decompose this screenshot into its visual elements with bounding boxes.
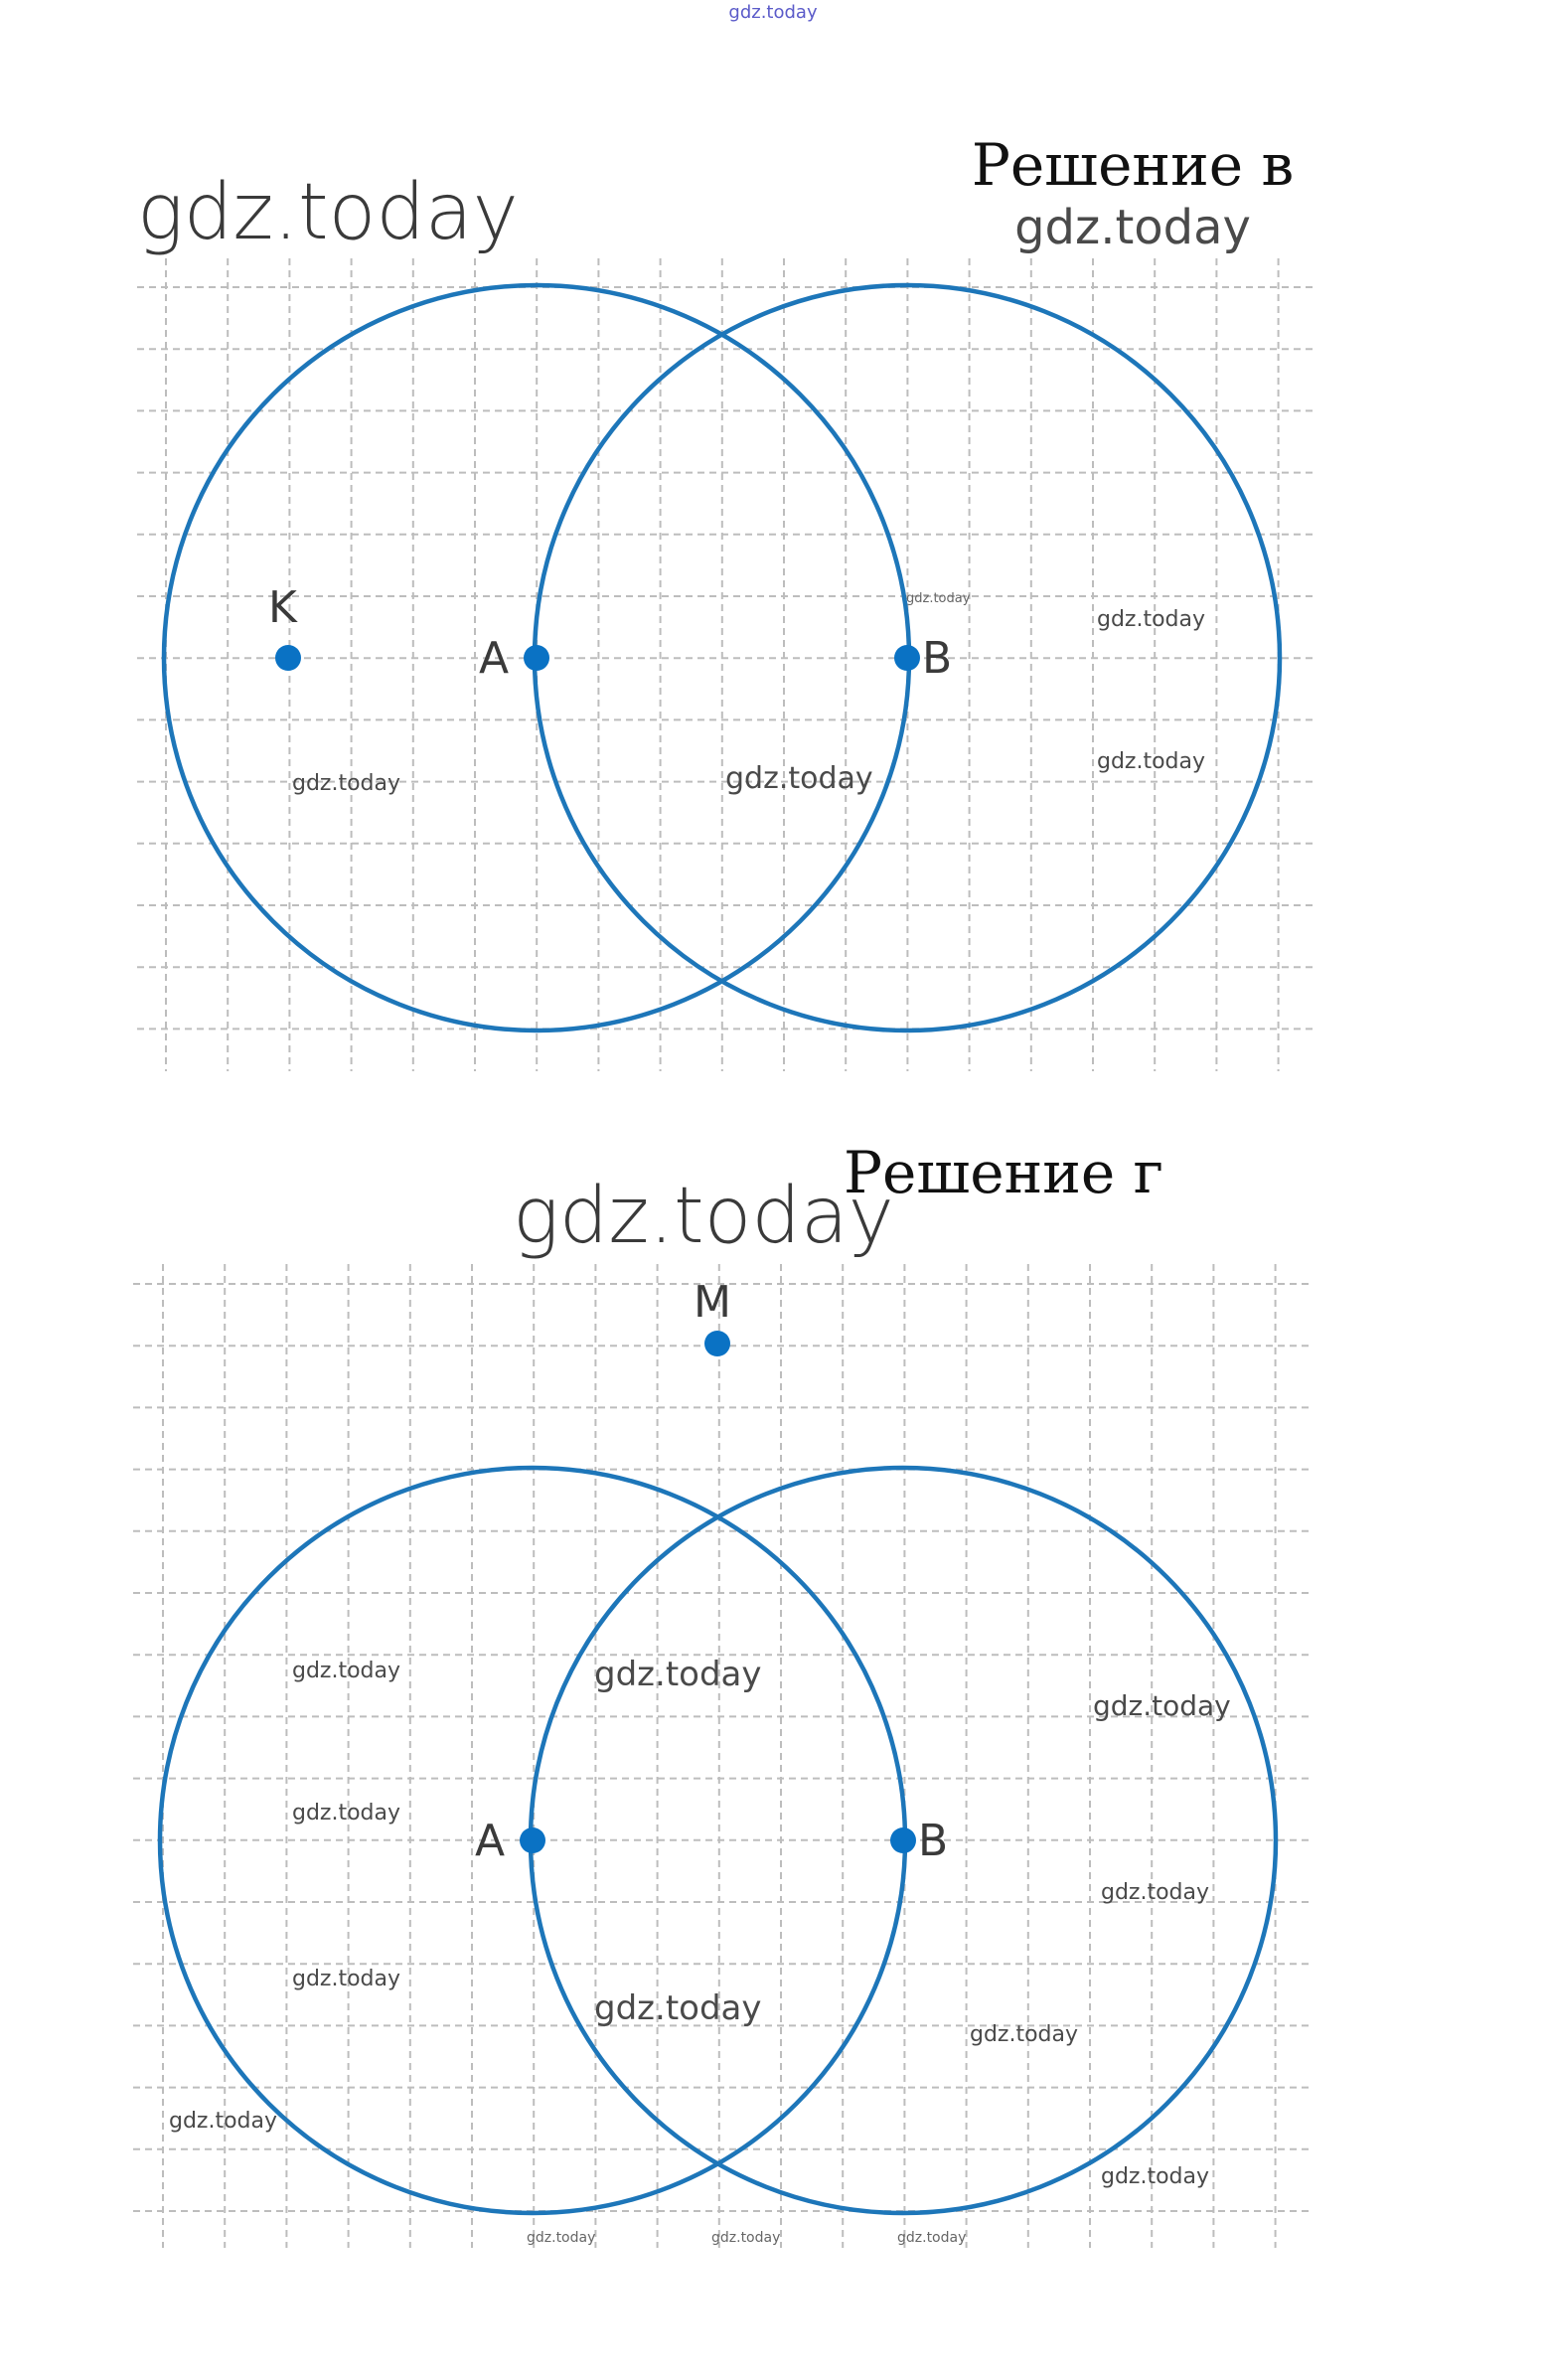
watermark-small: gdz.today [292,1967,401,1991]
diagram-v [137,131,1314,1071]
watermark-small: gdz.today [1101,1880,1210,1905]
label-b-g: B [918,1816,949,1866]
watermark-large-v: gdz.today [137,168,519,257]
watermark-mid: gdz.today [725,761,873,796]
watermark-small: gdz.today [169,2109,278,2134]
watermark-tiny: gdz.today [527,2230,596,2246]
watermark-large-g: gdz.today [513,1172,894,1261]
label-k: K [268,582,297,633]
watermark-tiny: gdz.today [711,2230,781,2246]
watermark-tiny: gdz.today [897,2230,967,2246]
point-a-v [524,645,549,671]
label-m: M [694,1277,731,1328]
watermark-heading-v: gdz.today [1014,200,1251,255]
heading-v: Решение в [971,131,1295,199]
watermark-mid: gdz.today [594,1655,762,1694]
point-m [704,1331,730,1356]
watermark-tiny: gdz.today [906,591,971,606]
watermark-mid: gdz.today [594,1988,762,2028]
point-a-g [520,1827,545,1853]
watermark-small: gdz.today [292,771,401,796]
label-a-v: A [479,633,510,684]
watermark-small: gdz.today [1097,749,1206,774]
watermark-mid: gdz.today [1093,1689,1231,1722]
point-b-g [890,1827,916,1853]
point-k [275,645,301,671]
watermark-small: gdz.today [1101,2164,1210,2189]
grid-g [133,1264,1314,2248]
heading-g: Решение г [843,1139,1164,1206]
label-a-g: A [475,1816,506,1866]
watermark-small: gdz.today [970,2022,1079,2047]
watermark-small: gdz.today [1097,607,1206,632]
diagram-g [133,1139,1314,2248]
label-b-v: B [922,633,953,684]
point-b-v [894,645,920,671]
watermark-small: gdz.today [292,1659,401,1683]
watermark-small: gdz.today [292,1801,401,1825]
top-watermark: gdz.today [728,2,818,23]
